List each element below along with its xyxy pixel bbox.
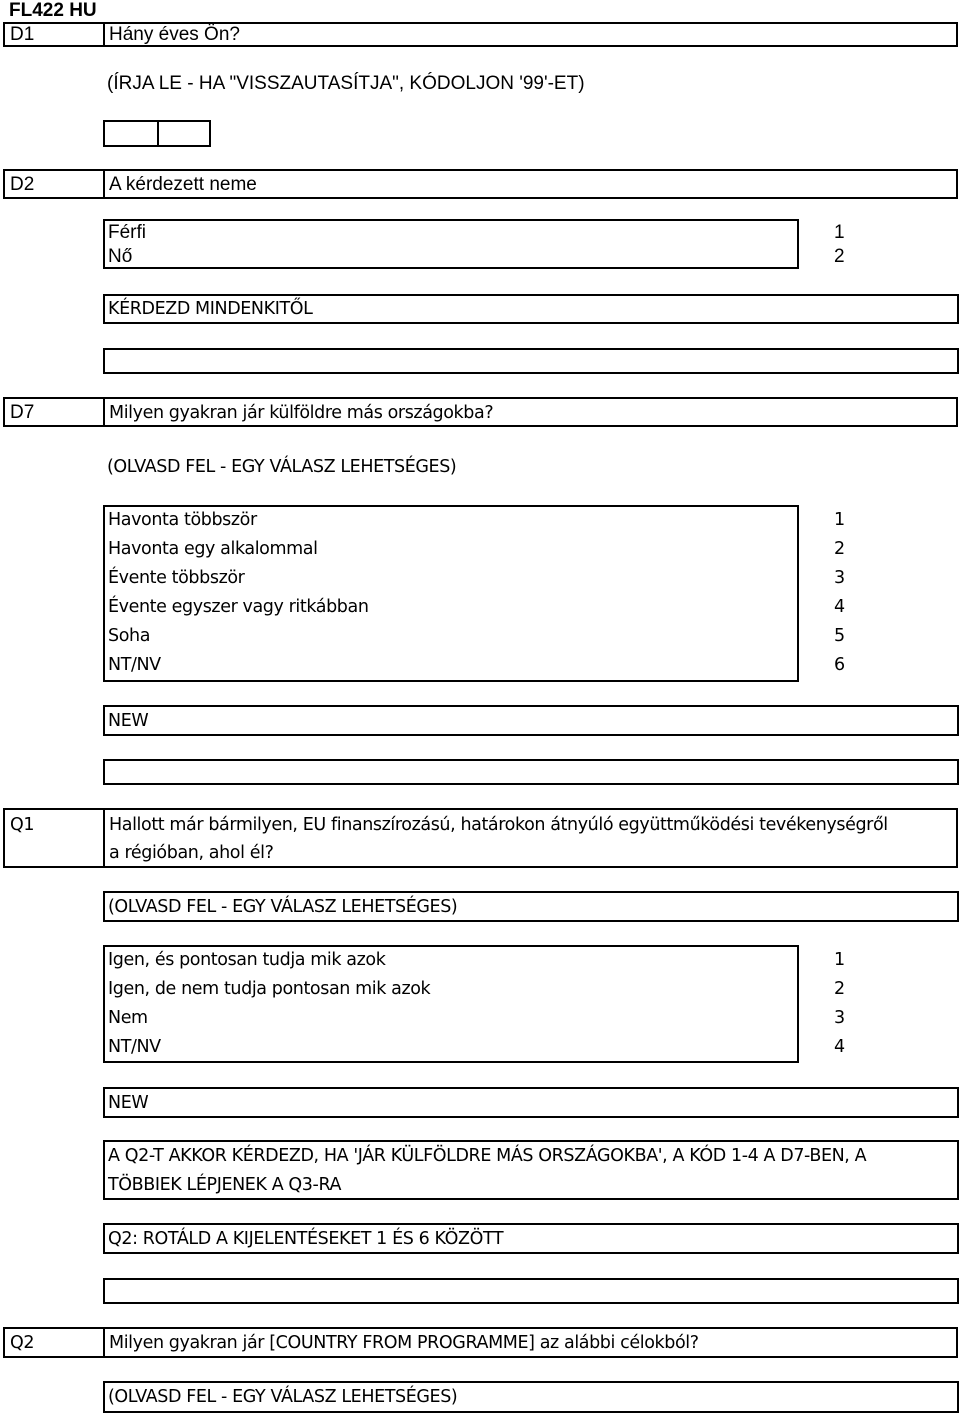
d7-options-box xyxy=(103,505,799,682)
option-code-d2-2: 2 xyxy=(834,246,845,267)
option-code-d7-4: 4 xyxy=(834,597,845,617)
rotate-note-box xyxy=(103,1223,959,1254)
option-q1-4[interactable]: NT/NV xyxy=(108,1037,161,1057)
ask-all-box xyxy=(103,294,959,324)
option-q1-1[interactable]: Igen, és pontosan tudja mik azok xyxy=(108,950,386,970)
q2-question-row xyxy=(3,1327,958,1358)
option-d7-4[interactable]: Évente egyszer vagy ritkábban xyxy=(108,597,369,617)
question-code-d1: D1 xyxy=(10,24,35,45)
blank-row xyxy=(103,348,959,374)
row-divider xyxy=(103,1329,105,1356)
new-label: NEW xyxy=(108,711,149,731)
option-d2-2[interactable]: Nő xyxy=(108,246,133,267)
option-code-q1-2: 2 xyxy=(834,979,845,999)
option-q1-3[interactable]: Nem xyxy=(108,1008,148,1028)
d2-options-box xyxy=(103,219,799,269)
option-code-q1-1: 1 xyxy=(834,950,845,970)
instruction-box-q2 xyxy=(103,1381,959,1413)
question-text-q1-line1: Hallott már bármilyen, EU finanszírozású, határokon átnyúló együttműködési tevékenységről xyxy=(109,815,888,835)
document-id: FL422 HU xyxy=(9,0,97,21)
option-code-d7-5: 5 xyxy=(834,626,845,646)
d7-question-row xyxy=(3,397,958,427)
new-label: NEW xyxy=(108,1093,149,1113)
q1-question-row xyxy=(3,808,958,868)
filter-note-line2: TÖBBIEK LÉPJENEK A Q3-RA xyxy=(108,1175,342,1195)
row-divider xyxy=(103,810,105,866)
option-d2-1[interactable]: Férfi xyxy=(108,222,146,243)
option-d7-2[interactable]: Havonta egy alkalommal xyxy=(108,539,318,559)
row-divider xyxy=(103,399,105,425)
question-code-d2: D2 xyxy=(10,174,35,195)
question-text-q2: Milyen gyakran jár [COUNTRY FROM PROGRAMME] az alábbi célokból? xyxy=(109,1333,699,1353)
option-code-d7-1: 1 xyxy=(834,510,845,530)
option-d7-5[interactable]: Soha xyxy=(108,626,151,646)
instruction-q1: (OLVASD FEL - EGY VÁLASZ LEHETSÉGES) xyxy=(108,897,458,917)
d2-question-row xyxy=(3,169,958,199)
option-q1-2[interactable]: Igen, de nem tudja pontosan mik azok xyxy=(108,979,431,999)
instruction-q2: (OLVASD FEL - EGY VÁLASZ LEHETSÉGES) xyxy=(108,1387,458,1407)
filter-box xyxy=(103,1140,959,1200)
option-code-d7-6: 6 xyxy=(834,655,845,675)
new-box-q1 xyxy=(103,1087,959,1118)
question-code-d7: D7 xyxy=(10,402,35,423)
option-code-d2-1: 1 xyxy=(834,222,845,243)
question-text-d1: Hány éves Ön? xyxy=(109,24,240,45)
option-d7-6[interactable]: NT/NV xyxy=(108,655,161,675)
option-code-q1-4: 4 xyxy=(834,1037,845,1057)
ask-all-note: KÉRDEZD MINDENKITŐL xyxy=(108,299,313,319)
new-box-d7 xyxy=(103,705,959,736)
filter-note-line1: A Q2-T AKKOR KÉRDEZD, HA 'JÁR KÜLFÖLDRE MÁS ORSZÁGOKBA', A KÓD 1-4 A D7-BEN, A xyxy=(108,1146,867,1166)
option-code-d7-3: 3 xyxy=(834,568,845,588)
d1-question-row xyxy=(3,22,958,47)
option-d7-3[interactable]: Évente többször xyxy=(108,568,245,588)
rotate-note: Q2: ROTÁLD A KIJELENTÉSEKET 1 ÉS 6 KÖZÖTT xyxy=(108,1229,504,1249)
age-input-boxes[interactable] xyxy=(103,120,211,147)
instruction-d1: (ÍRJA LE - HA "VISSZAUTASÍTJA", KÓDOLJON '99'-ET) xyxy=(107,73,585,94)
row-divider xyxy=(103,171,105,197)
row-divider xyxy=(103,24,105,45)
question-code-q1: Q1 xyxy=(10,815,35,835)
question-text-q1-line2: a régióban, ahol él? xyxy=(109,843,274,863)
question-text-d2: A kérdezett neme xyxy=(109,174,257,195)
instruction-box-q1 xyxy=(103,891,959,922)
blank-row xyxy=(103,1278,959,1304)
option-code-d7-2: 2 xyxy=(834,539,845,559)
blank-row xyxy=(103,759,959,785)
question-text-d7: Milyen gyakran jár külföldre más országokba? xyxy=(109,403,494,423)
age-digit-divider xyxy=(157,122,159,145)
option-code-q1-3: 3 xyxy=(834,1008,845,1028)
option-d7-1[interactable]: Havonta többször xyxy=(108,510,257,530)
instruction-d7: (OLVASD FEL - EGY VÁLASZ LEHETSÉGES) xyxy=(107,457,457,477)
question-code-q2: Q2 xyxy=(10,1333,35,1353)
